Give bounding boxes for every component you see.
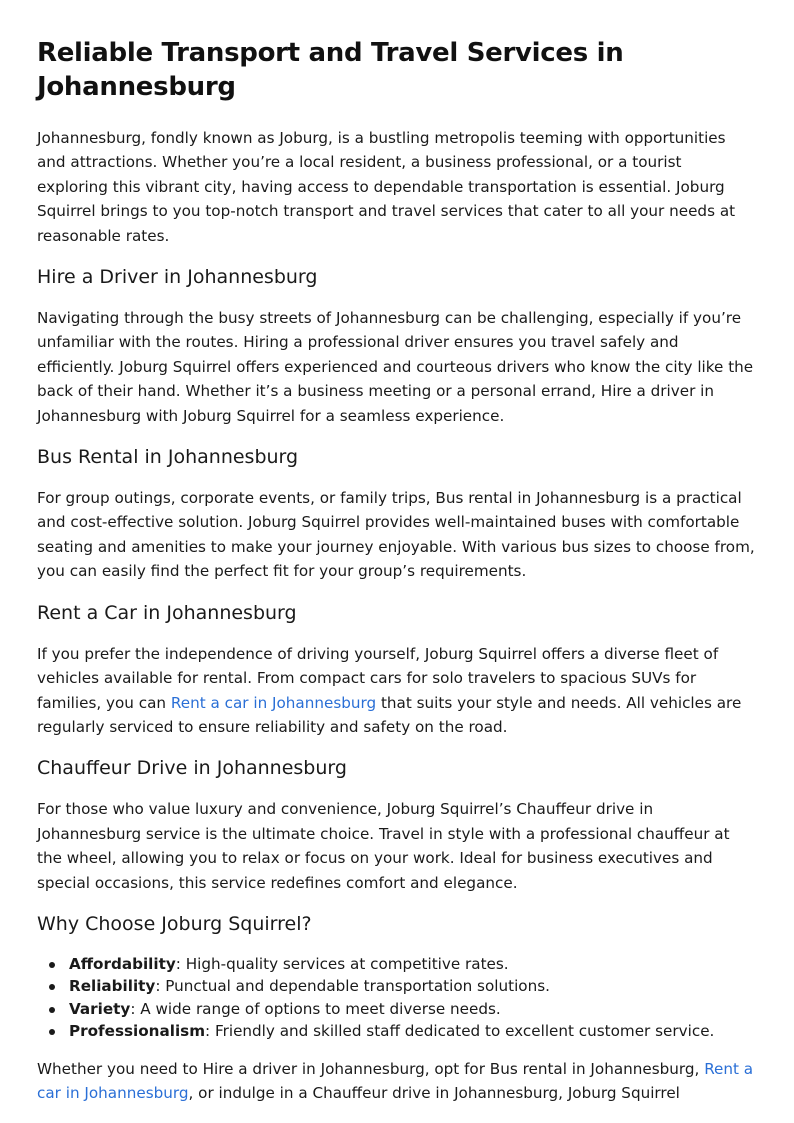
rent-car-text-before: If you prefer the independence of driving yourself, Joburg Squirrel offers a diverse fleet of vehicles available for rental. From compact cars for solo travelers to spacious SUVs for families, you can <box>37 644 719 712</box>
closing-text-after: , or indulge in a Chauffeur drive in Johannesburg, Joburg Squirrel <box>188 1084 680 1103</box>
bullet-icon <box>49 962 55 968</box>
section-heading-hire-driver: Hire a Driver in Johannesburg <box>37 266 318 289</box>
list-item <box>69 998 756 1021</box>
closing-rent-car-link[interactable]: Rent a car in Johannesburg <box>37 1059 754 1103</box>
benefit-term: Reliability <box>69 977 156 996</box>
section-body-rent-car <box>37 642 756 740</box>
section-heading-chauffeur: Chauffeur Drive in Johannesburg <box>37 757 347 780</box>
rent-car-text-after: that suits your style and needs. All vehicles are regularly serviced to ensure reliability and safety on the road. <box>37 693 742 736</box>
benefits-list <box>37 953 756 1043</box>
list-item <box>69 953 756 976</box>
section-heading-bus-rental: Bus Rental in Johannesburg <box>37 446 299 469</box>
section-heading-why-choose: Why Choose Joburg Squirrel? <box>37 912 312 935</box>
section-heading-rent-car: Rent a Car in Johannesburg <box>37 601 297 624</box>
benefit-term: Affordability <box>69 954 176 973</box>
benefit-term: Variety <box>69 999 131 1018</box>
rent-car-link[interactable]: Rent a car in Johannesburg <box>170 693 377 712</box>
benefit-desc: : Punctual and dependable transportation solutions. <box>155 977 550 996</box>
closing-text-before: Whether you need to Hire a driver in Johannesburg, opt for Bus rental in Johannesburg, <box>37 1059 705 1078</box>
bullet-icon <box>49 1029 55 1035</box>
benefit-desc: : High-quality services at competitive rates. <box>175 954 509 973</box>
list-item <box>69 1020 756 1043</box>
benefit-term: Professionalism <box>69 1022 206 1041</box>
page-title: Reliable Transport and Travel Services in Johannesburg <box>37 38 624 102</box>
bullet-icon <box>49 1007 55 1013</box>
list-item <box>69 975 756 998</box>
benefit-desc: : A wide range of options to meet diverse needs. <box>130 999 501 1018</box>
intro-paragraph: Johannesburg, fondly known as Joburg, is a bustling metropolis teeming with opportunities and attractions. Whether you’re a local resident, a business professional, or a tourist exploring this vibrant city, having access to dependable transportation is essential. Joburg Squirrel brings to you top-notch transport and travel services that cater to all your needs at reasonable rates. <box>37 129 736 245</box>
section-body-hire-driver: Navigating through the busy streets of Johannesburg can be challenging, especially if you’re unfamiliar with the routes. Hiring a professional driver ensures you travel safely and efficiently. Joburg Squirrel offers experienced and courteous drivers who know the city like the back of their hand. Whether it’s a business meeting or a personal errand, Hire a driver in Johannesburg with Joburg Squirrel for a seamless experience. <box>37 309 754 425</box>
closing-paragraph <box>37 1057 756 1106</box>
section-body-bus-rental: For group outings, corporate events, or family trips, Bus rental in Johannesburg is a practical and cost-effective solution. Joburg Squirrel provides well-maintained buses with comfortable seating and amenities to make your journey enjoyable. With various bus sizes to choose from, you can easily find the perfect fit for your group’s requirements. <box>37 489 755 581</box>
benefit-desc: : Friendly and skilled staff dedicated to excellent customer service. <box>205 1022 715 1041</box>
section-body-chauffeur: For those who value luxury and convenience, Joburg Squirrel’s Chauffeur drive in Johannesburg service is the ultimate choice. Travel in style with a professional chauffeur at the wheel, allowing you to relax or focus on your work. Ideal for business executives and special occasions, this service redefines comfort and elegance. <box>37 800 730 892</box>
bullet-icon <box>49 984 55 990</box>
